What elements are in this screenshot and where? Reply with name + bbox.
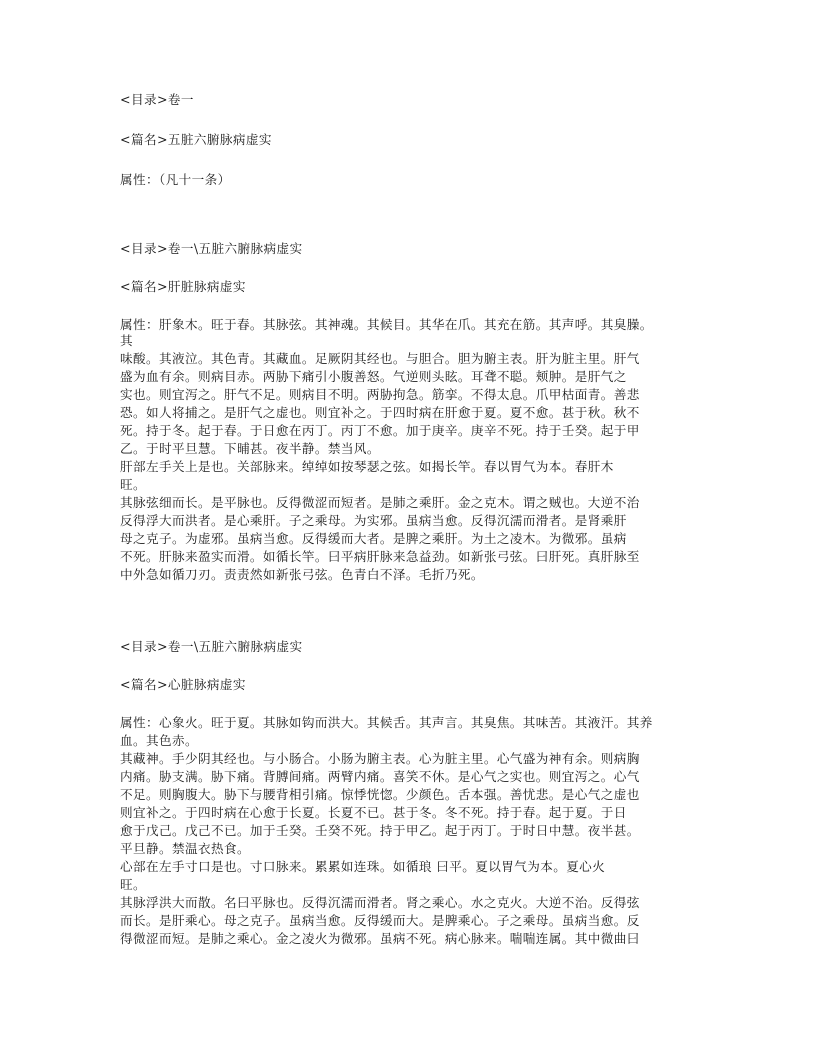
chapter-title: <篇名>五脏六腑脉病虚实 (120, 132, 272, 147)
text-line: 乙。于时平旦慧。下晡甚。夜半静。禁当风。 (120, 441, 380, 456)
text-line: 反得浮大而洪者。是心乘肝。子之乘母。为实邪。虽病当愈。反得沉濡而滑者。是肾乘肝 (120, 513, 627, 528)
catalog-heading: <目录>卷一\五脏六腑脉病虚实 (120, 241, 303, 256)
text-line: 母之克子。为虚邪。虽病当愈。反得缓而大者。是脾之乘肝。为土之凌木。为微邪。虽病 (120, 531, 627, 546)
text-line: 内痛。胁支满。胁下痛。背膊间痛。两臂内痛。喜笑不休。是心气之实也。则宜泻之。心气 (120, 769, 640, 784)
text-line: 旺。 (120, 877, 146, 892)
attribute-line: 属性：心象火。旺于夏。其脉如钩而洪大。其候舌。其声言。其臭焦。其味苦。其液汗。其养 (120, 715, 653, 730)
text-line: 恐。如人将捕之。是肝气之虚也。则宜补之。于四时病在肝愈于夏。夏不愈。甚于秋。秋不 (120, 405, 640, 420)
text-line: 平旦静。禁温衣热食。 (120, 841, 250, 856)
text-line: 盛为血有余。则病目赤。两胁下痛引小腹善怒。气逆则头眩。耳聋不聪。颊肿。是肝气之 (120, 369, 627, 384)
text-line: 得微涩而短。是肺之乘心。金之凌火为微邪。虽病不死。病心脉来。喘喘连属。其中微曲曰 (120, 931, 640, 946)
text-line: 肝部左手关上是也。关部脉来。绰绰如按琴瑟之弦。如揭长竿。春以胃气为本。春肝木 (120, 459, 614, 474)
text-line: 其脉浮洪大而散。名曰平脉也。反得沉濡而滑者。肾之乘心。水之克火。大逆不治。反得弦 (120, 895, 640, 910)
text-line: 其藏神。手少阴其经也。与小肠合。小肠为腑主表。心为脏主里。心气盛为神有余。则病胸 (120, 751, 640, 766)
text-line: 不死。肝脉来盈实而滑。如循长竿。曰平病肝脉来急益劲。如新张弓弦。曰肝死。真肝脉至 (120, 549, 640, 564)
text-line: 死。持于冬。起于春。于日愈在丙丁。丙丁不愈。加于庚辛。庚辛不死。持于壬癸。起于甲 (120, 423, 640, 438)
catalog-heading: <目录>卷一\五脏六腑脉病虚实 (120, 639, 303, 654)
text-line: 实也。则宜泻之。肝气不足。则病目不明。两胁拘急。筋挛。不得太息。爪甲枯面青。善悲 (120, 387, 640, 402)
chapter-title: <篇名>心脏脉病虚实 (120, 677, 246, 692)
attribute-line: 属性：肝象木。旺于春。其脉弦。其神魂。其候目。其华在爪。其充在筋。其声呼。其臭臊。 (120, 317, 653, 332)
attribute-line: 属性：（凡十一条） (120, 172, 231, 187)
text-line: 不足。则胸腹大。胁下与腰背相引痛。惊悸恍惚。少颜色。舌本强。善忧悲。是心气之虚也 (120, 787, 640, 802)
text-line: 而长。是肝乘心。母之克子。虽病当愈。反得缓而大。是脾乘心。子之乘母。虽病当愈。反 (120, 913, 640, 928)
catalog-heading: <目录>卷一 (120, 92, 194, 107)
text-line: 血。其色赤。 (120, 733, 198, 748)
chapter-title: <篇名>肝脏脉病虚实 (120, 279, 246, 294)
text-line: 中外急如循刀刃。责责然如新张弓弦。色青白不泽。毛折乃死。 (120, 567, 484, 582)
text-line: 愈于戊己。戊己不已。加于壬癸。壬癸不死。持于甲乙。起于丙丁。于时日中慧。夜半甚。 (120, 823, 640, 838)
text-line: 旺。 (120, 477, 146, 492)
text-line: 其脉弦细而长。是平脉也。反得微涩而短者。是肺之乘肝。金之克木。谓之贼也。大逆不治 (120, 495, 640, 510)
text-line: 味酸。其液泣。其色青。其藏血。足厥阴其经也。与胆合。胆为腑主表。肝为脏主里。肝气 (120, 351, 640, 366)
text-line: 其 (120, 333, 133, 348)
text-line: 则宜补之。于四时病在心愈于长夏。长夏不已。甚于冬。冬不死。持于春。起于夏。于日 (120, 805, 627, 820)
text-line: 心部在左手寸口是也。寸口脉来。累累如连珠。如循琅 曰平。夏以胃气为本。夏心火 (120, 859, 606, 874)
